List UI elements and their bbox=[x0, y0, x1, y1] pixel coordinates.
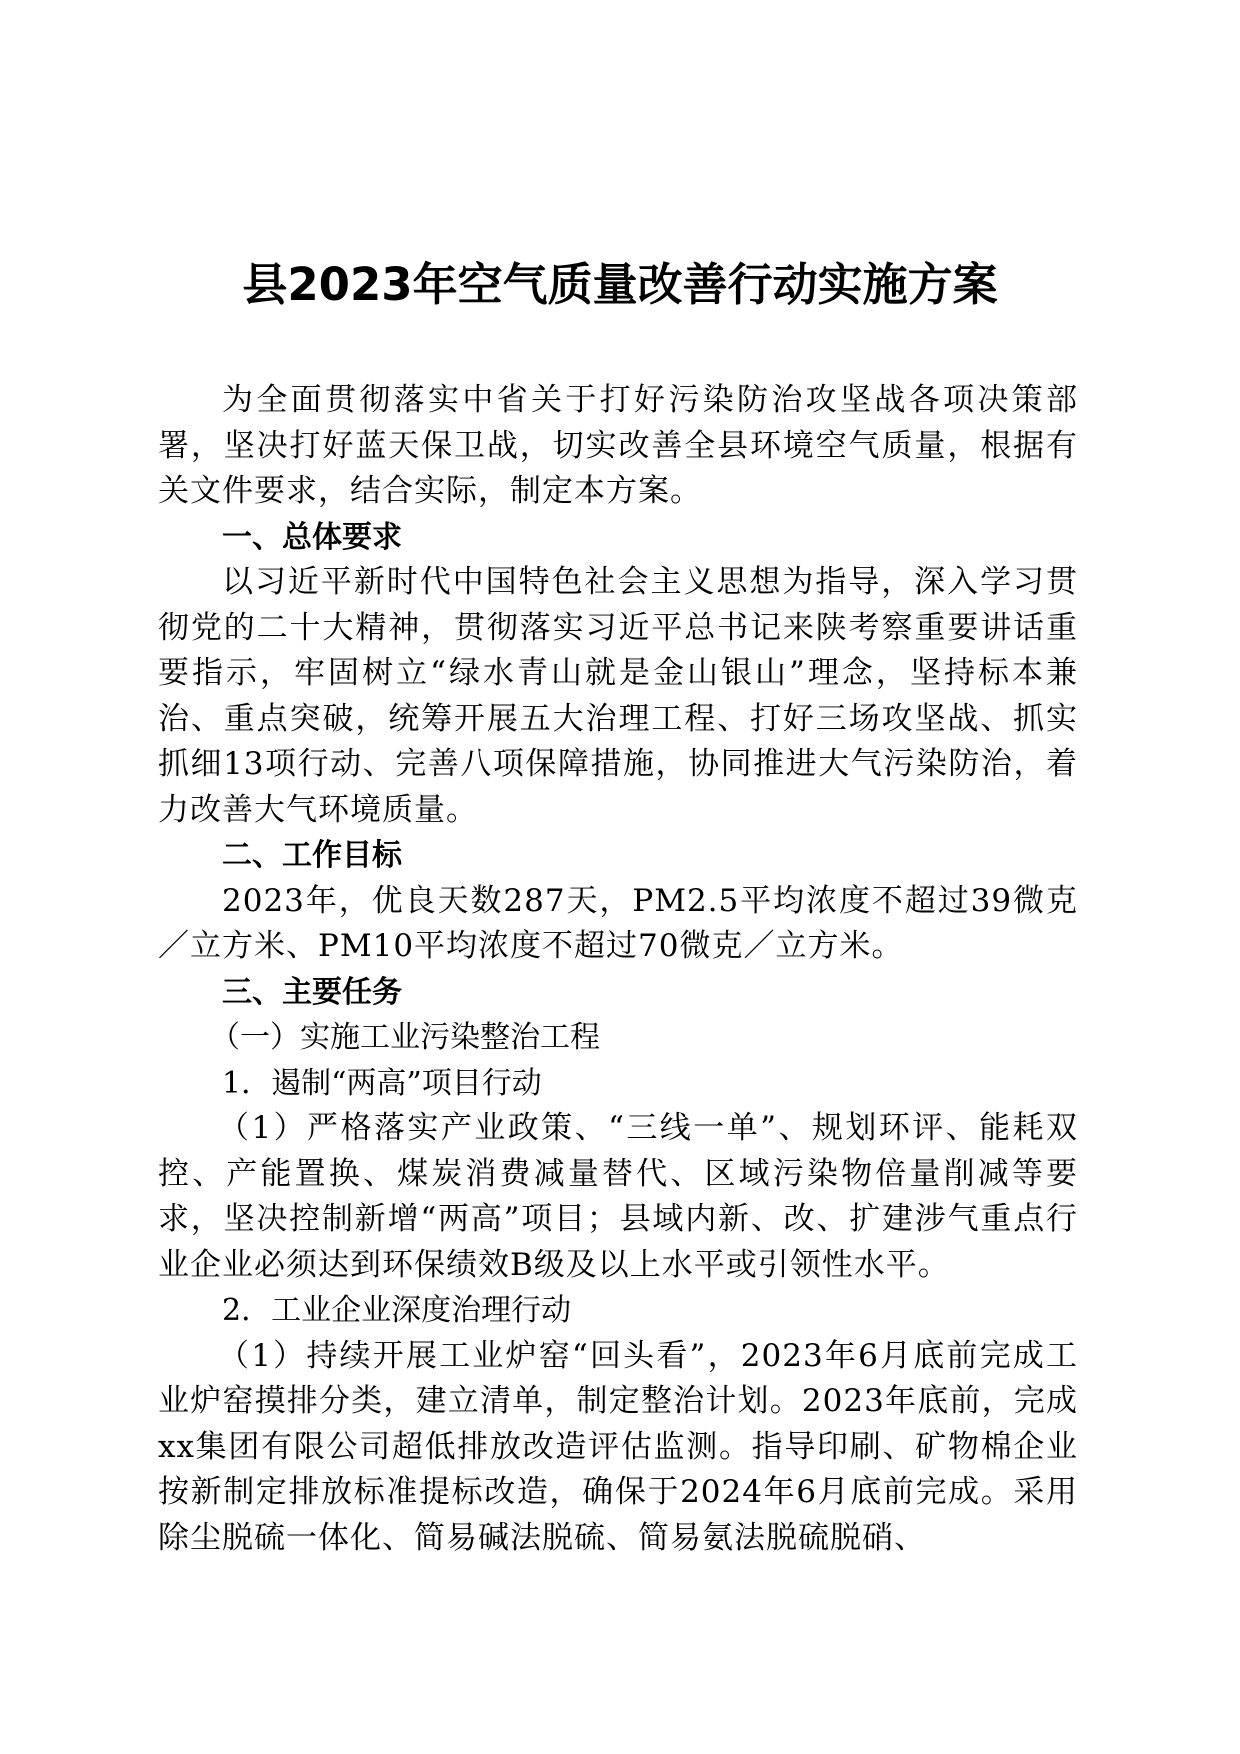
action-heading-deep-governance: 2．工业企业深度治理行动 bbox=[222, 1293, 572, 1328]
section-heading-general-requirements: 一、总体要求 bbox=[222, 519, 402, 555]
action-heading-two-high: 1．遏制“两高”项目行动 bbox=[222, 1065, 542, 1101]
document-body bbox=[158, 378, 1078, 1561]
action-1-item-1-paragraph: （1）严格落实产业政策、“三线一单”、规划环评、能耗双控、产能置换、煤炭消费减量替代、区域污染物倍量削减等要求，坚决控制新增“两高”项目；县域内新、改、扩建涉气重点行业企业必须达到环保绩效B级及以上水平或引领性水平。 bbox=[158, 1110, 1078, 1283]
action-2-item-1-paragraph: （1）持续开展工业炉窑“回头看”，2023年6月底前完成工业炉窑摸排分类，建立清单，制定整治计划。2023年底前，完成xx集团有限公司超低排放改造评估监测。指导印刷、矿物棉企业按新制定排放标准提标改造，确保于2024年6月底前完成。采用除尘脱硫一体化、简易碱法脱硫、简易氨法脱硫脱硝、 bbox=[158, 1337, 1078, 1556]
intro-paragraph: 为全面贯彻落实中省关于打好污染防治攻坚战各项决策部署，坚决打好蓝天保卫战，切实改善全县环境空气质量，根据有关文件要求，结合实际，制定本方案。 bbox=[158, 382, 1078, 509]
section-heading-main-tasks: 三、主要任务 bbox=[222, 974, 402, 1010]
subsection-heading-industrial: （一）实施工业污染整治工程 bbox=[210, 1020, 600, 1055]
work-goals-paragraph: 2023年，优良天数287天，PM2.5平均浓度不超过39微克／立方米、PM10平均浓度不超过70微克／立方米。 bbox=[158, 882, 1078, 964]
section-heading-work-goals: 二、工作目标 bbox=[222, 838, 402, 873]
general-requirements-paragraph: 以习近平新时代中国特色社会主义思想为指导，深入学习贯彻党的二十大精神，贯彻落实习近平总书记来陕考察重要讲话重要指示，牢固树立“绿水青山就是金山银山”理念，坚持标本兼治、重点突破，统筹开展五大治理工程、打好三场攻坚战、抓实抓细13项行动、完善八项保障措施，协同推进大气污染防治，着力改善大气环境质量。 bbox=[158, 564, 1078, 828]
document-title: 县2023年空气质量改善行动实施方案 bbox=[242, 258, 998, 311]
